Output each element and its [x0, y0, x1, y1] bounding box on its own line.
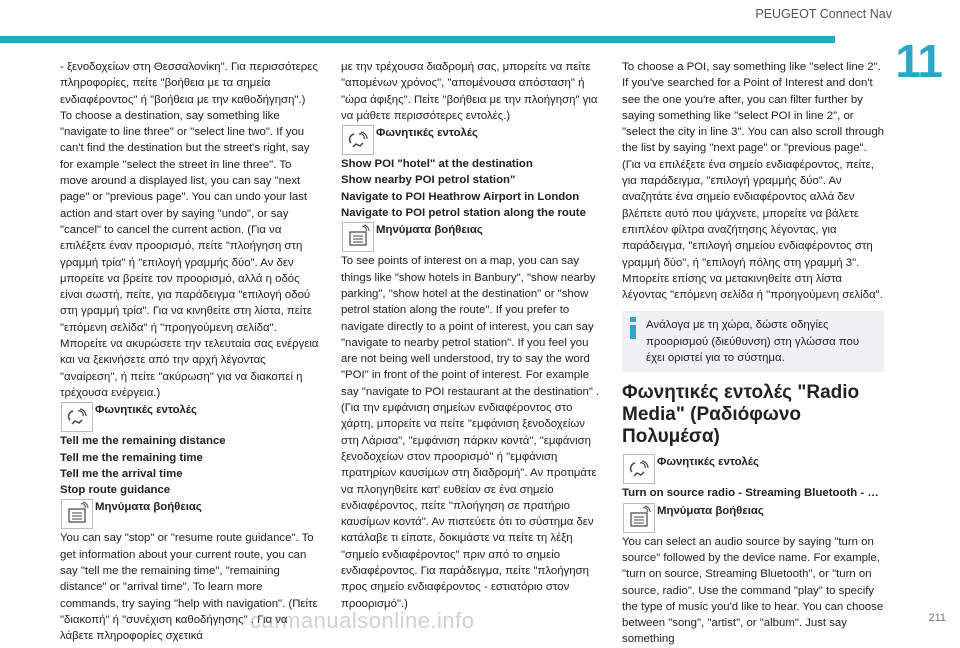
section-title: Φωνητικές εντολές "Radio Media" (Ραδιόφωνο Πολυμέσα)	[622, 382, 860, 448]
command-item: Tell me the remaining time	[60, 451, 203, 464]
voice-command-icon	[622, 454, 656, 484]
help-message-icon	[622, 503, 656, 533]
voice-command-icon	[341, 125, 375, 155]
voice-commands-label: Φωνητικές εντολές	[376, 127, 478, 140]
paragraph: To choose a POI, say something like "select line 2". If you've searched for a Point of Interest and don't see the one you're after, you can filter further by saying something like "select POI in line 2", or "select the city in line 3". You can also scroll through the list by saying "next page" or "previous page". (Για να επιλέξετε ένα σημείο ενδιαφέροντος, πείτε, για παράδειγμα, "επιλογή γραμμής δύο". Αν αναζητάτε ένα σημείο ενδιαφέροντος αλλά δεν βλέπετε αυτό που ψάχνετε, μπορείτε να βάλετε επιπλέον φίλτρα αναζήτησης λέγοντας, για παράδειγμα, "επιλογή σημείου ενδιαφέροντος στη γραμμή δύο", ή "επιλογή πόλης στη γραμμή 3". Μπορείτε επίσης να μετακινηθείτε στη λίστα λέγοντας "επόμενη σελίδα ή "προηγούμενη σελίδα".	[622, 61, 884, 302]
help-messages-label: Μηνύματα βοήθειας	[657, 504, 764, 517]
command-item: Stop route guidance	[60, 484, 171, 497]
header-accent-bar	[0, 36, 835, 43]
info-icon	[628, 317, 640, 366]
paragraph: - ξενοδοχείων στη Θεσσαλονίκη". Για περισσότερες πληροφορίες, πείτε "βοήθεια με τα σημεία ενδιαφέροντος" ή "βοήθεια με την καθοδήγηση".)	[60, 61, 318, 106]
page-number: 211	[928, 612, 946, 624]
column-1	[60, 59, 320, 645]
paragraph: To choose a destination, say something like "navigate to line three" or "select line two". If you can't find the destination but the street's right, say for example "select the street in line three". To move around a displayed list, you can say "next page" or "previous page". You can undo your last action and start over by saying "undo", or say "cancel" to cancel the current action. (Για να επιλέξετε έναν προορισμό, πείτε "πλοήγηση στη γραμμή τρία" ή "επιλογή γραμμής δύο". Αν δεν μπορείτε να βρείτε τον προορισμό, αλλά η οδός είναι σωστή, πείτε, για παράδειγμα "επιλογή οδού στη γραμμή τρία". Για να κινηθείτε στη λίστα, πείτε "επόμενη σελίδα" ή "προηγούμενη σελίδα". Μπορείτε να ακυρώσετε την τελευταία σας ενέργεια και να ξεκινήσετε από την αρχή λέγοντας "αναίρεση", ή πείτε "ακύρωση" για να διακοπεί η τρέχουσα ενέργεια.)	[60, 109, 319, 399]
paragraph: με την τρέχουσα διαδρομή σας, μπορείτε να πείτε "απομένων χρόνος", "απομένουσα απόσταση" ή "ώρα άφιξης". Πείτε "βοήθεια με την πλοήγηση" για να μάθετε περισσότερες εντολές.)	[341, 61, 598, 122]
command-item: Tell me the arrival time	[60, 467, 183, 480]
paragraph: You can select an audio source by saying "turn on source" followed by the device name. For example, "turn on source, Streaming Bluetooth", or "turn on source, radio". Use the command "play" to specify the type of music you'd like to hear. You can choose between "song", "artist", or "album". Just say something	[622, 535, 884, 646]
voice-commands-heading	[60, 402, 320, 432]
column-2	[341, 59, 605, 612]
command-item: Turn on source radio - Streaming Bluetooth - …	[622, 487, 879, 500]
help-messages-heading	[60, 499, 320, 529]
help-messages-label: Μηνύματα βοήθειας	[95, 501, 202, 514]
voice-commands-label: Φωνητικές εντολές	[95, 404, 197, 417]
help-message-icon	[341, 222, 375, 252]
command-item: Show nearby POI petrol station"	[341, 174, 516, 187]
help-message-icon	[60, 499, 94, 529]
chapter-number: 11	[895, 35, 942, 87]
command-item: Show POI "hotel" at the destination	[341, 158, 533, 171]
command-item: Navigate to POI Heathrow Airport in London	[341, 190, 580, 203]
command-item: Navigate to POI petrol station along the route	[341, 207, 586, 220]
watermark: carmanualsonline.info	[250, 608, 475, 633]
help-messages-heading	[341, 222, 605, 252]
header-title: PEUGEOT Connect Nav	[755, 7, 892, 21]
paragraph: You can say "stop" or "resume route guidance". To get information about your current route, you can say "tell me the remaining time", "remaining distance" or "arrival time". To learn more commands, try saying "help with navigation". (Πείτε "διακοπή" ή "συνέχιση καθοδήγησης" . Για να λάβετε πληροφορίες σχετικά	[60, 532, 318, 643]
help-messages-label: Μηνύματα βοήθειας	[376, 224, 483, 237]
command-item: Tell me the remaining distance	[60, 435, 226, 448]
help-messages-heading	[622, 503, 884, 533]
info-note	[622, 311, 884, 372]
voice-commands-heading	[341, 125, 605, 155]
voice-commands-heading	[622, 454, 884, 484]
voice-commands-label: Φωνητικές εντολές	[657, 456, 759, 469]
column-3	[622, 59, 884, 648]
voice-command-icon	[60, 402, 94, 432]
paragraph: To see points of interest on a map, you can say things like "show hotels in Banbury", "show nearby parking", "show hotel at the destination" or "show petrol station along the route". If you prefer to navigate directly to a point of interest, you can say "navigate to nearby petrol station". If you feel you are not being well understood, try to say the word "POI" in front of the point of interest. For example say "navigate to POI restaurant at the destination" .(Για την εμφάνιση σημείων ενδιαφέροντος στο χάρτη, μπορείτε να πείτε "εμφάνιση ξενοδοχείων στη Λάρισα", "εμφάνιση πάρκιν κοντά", "εμφάνιση ξενοδοχείων στον προορισμό" ή "εμφάνιση πρατηρίων καυσίμων στη διαδρομή". Αν προτιμάτε να πλοηγηθείτε κατ' ευθείαν σε ένα σημείο ενδιαφέροντος, πείτε "πλοήγηση σε πρατήριο καυσίμων κοντά". Αν πιστεύετε ότι το σύστημα δεν κατάλαβε τι είπατε, δοκιμάστε να πείτε τη λέξη "σημείο ενδιαφέροντος" πριν από το σημείο ενδιαφέροντος. Για παράδειγμα, πείτε "πλοήγηση προς σημείο ενδιαφέροντος - εστιατόριο στον προορισμό".)	[341, 255, 600, 610]
info-note-text: Ανάλογα με τη χώρα, δώστε οδηγίες προορισμού (διεύθυνση) στη γλώσσα που έχει οριστεί για το σύστημα.	[646, 319, 860, 365]
